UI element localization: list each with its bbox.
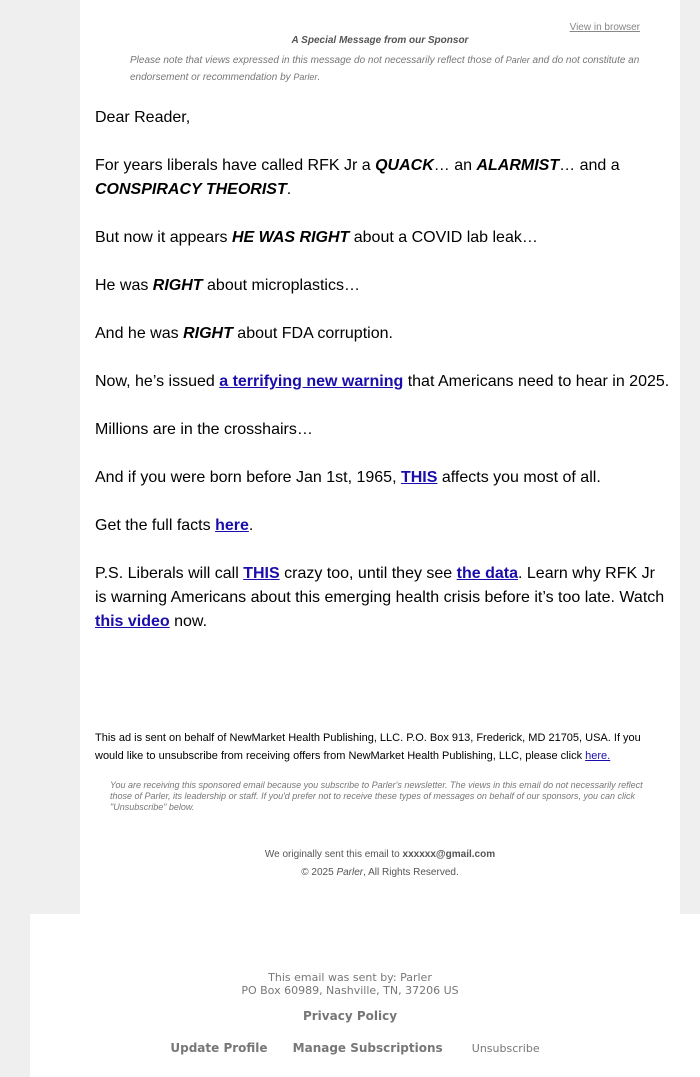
text: about FDA corruption. <box>232 325 393 342</box>
sponsor-note: You are receiving this sponsored email because you subscribe to Parler's newsletter. The views in this email do not necessarily reflect those of Parler, its leadership or staff. If you'd prefer not to receive these types of messages on behalf of our sponsors, you can click "Unsubscribe" below. <box>110 780 643 812</box>
paragraph-microplastics <box>95 274 670 298</box>
text: affects you most of all. <box>437 469 601 486</box>
unsubscribe-link[interactable]: Unsubscribe <box>471 1042 540 1055</box>
disclaimer-brand: Parler <box>505 55 530 65</box>
view-in-browser-link[interactable]: View in browser <box>569 22 640 33</box>
sponsor-title: A Special Message from our Sponsor <box>291 35 469 46</box>
here-link[interactable]: here <box>215 517 249 534</box>
text: He was <box>95 277 153 294</box>
text: that Americans need to hear in 2025. <box>403 373 670 390</box>
email-body <box>95 106 670 658</box>
text: Get the full facts <box>95 517 216 534</box>
original-recipient <box>80 849 680 860</box>
text: . Learn why RFK Jr is warning Americans about this emerging health crisis before it’s too late. Watch <box>95 565 665 606</box>
disclaimer-text: . <box>317 72 321 83</box>
sent-by: This email was sent by: Parler <box>268 971 432 984</box>
text: about microplastics… <box>202 277 360 294</box>
emphasis: QUACK <box>375 157 434 174</box>
the-data-link[interactable]: the data <box>456 565 518 582</box>
text: . <box>248 517 254 534</box>
footer <box>30 914 700 1077</box>
text: We originally sent this email to <box>264 849 403 860</box>
ad-notice <box>95 729 665 765</box>
text: For years liberals have called RFK Jr a <box>95 157 376 174</box>
text: But now it appears <box>95 229 232 246</box>
paragraph-ps <box>95 562 670 634</box>
disclaimer-text: and do not constitute an endorsement or recommendation by <box>130 55 640 83</box>
text: P.S. Liberals will call <box>95 565 244 582</box>
emphasis: ALARMIST <box>476 157 560 174</box>
ps-this-link[interactable]: THIS <box>243 565 280 582</box>
disclaimer-brand: Parler <box>293 72 318 82</box>
this-link[interactable]: THIS <box>400 469 438 486</box>
this-video-link[interactable]: this video <box>95 613 170 630</box>
emphasis: RIGHT <box>152 277 203 294</box>
greeting: Dear Reader, <box>95 109 191 126</box>
text: And if you were born before Jan 1st, 1965, <box>95 469 401 486</box>
text: Now, he’s issued <box>95 373 220 390</box>
text: about a COVID lab leak… <box>349 229 538 246</box>
text: . <box>286 181 292 198</box>
text: … and a <box>559 157 620 174</box>
emphasis: HE WAS RIGHT <box>231 229 350 246</box>
text: now. <box>169 613 208 630</box>
sponsor-disclaimer <box>130 52 640 86</box>
sender-address: PO Box 60989, Nashville, TN, 37206 US <box>241 984 459 997</box>
paragraph-crosshairs: Millions are in the crosshairs… <box>95 421 313 438</box>
paragraph-fda <box>95 322 670 346</box>
disclaimer-text: Please note that views expressed in this message do not necessarily reflect those of <box>130 55 506 66</box>
paragraph-lab-leak <box>95 226 670 250</box>
text: , All Rights Reserved. <box>363 867 459 878</box>
privacy-policy-link[interactable]: Privacy Policy <box>302 1009 398 1023</box>
unsubscribe-here-link[interactable]: here. <box>585 750 611 762</box>
paragraph-full-facts <box>95 514 670 538</box>
text: This ad is sent on behalf of NewMarket Health Publishing, LLC. P.O. Box 913, Frederick, MD 21705, USA. If you would like to unsubscribe from receiving offers from NewMarket Health Publishing, LLC, please click <box>95 732 641 762</box>
text: … an <box>433 157 477 174</box>
footer-links <box>0 1037 700 1056</box>
recipient-email: xxxxxx@gmail.com <box>402 849 496 860</box>
update-profile-link[interactable]: Update Profile <box>170 1041 268 1055</box>
text: And he was <box>95 325 184 342</box>
brand: Parler <box>336 867 364 878</box>
emphasis: CONSPIRACY THEORIST <box>95 181 287 198</box>
paragraph-warning <box>95 370 670 394</box>
warning-link[interactable]: a terrifying new warning <box>219 373 404 390</box>
manage-subscriptions-link[interactable]: Manage Subscriptions <box>292 1041 443 1055</box>
text: crazy too, until they see <box>279 565 457 582</box>
emphasis: RIGHT <box>183 325 233 342</box>
text: © 2025 <box>301 867 337 878</box>
paragraph-born-before <box>95 466 670 490</box>
copyright <box>80 867 680 878</box>
paragraph-labels <box>95 154 670 202</box>
email-container <box>80 0 680 914</box>
